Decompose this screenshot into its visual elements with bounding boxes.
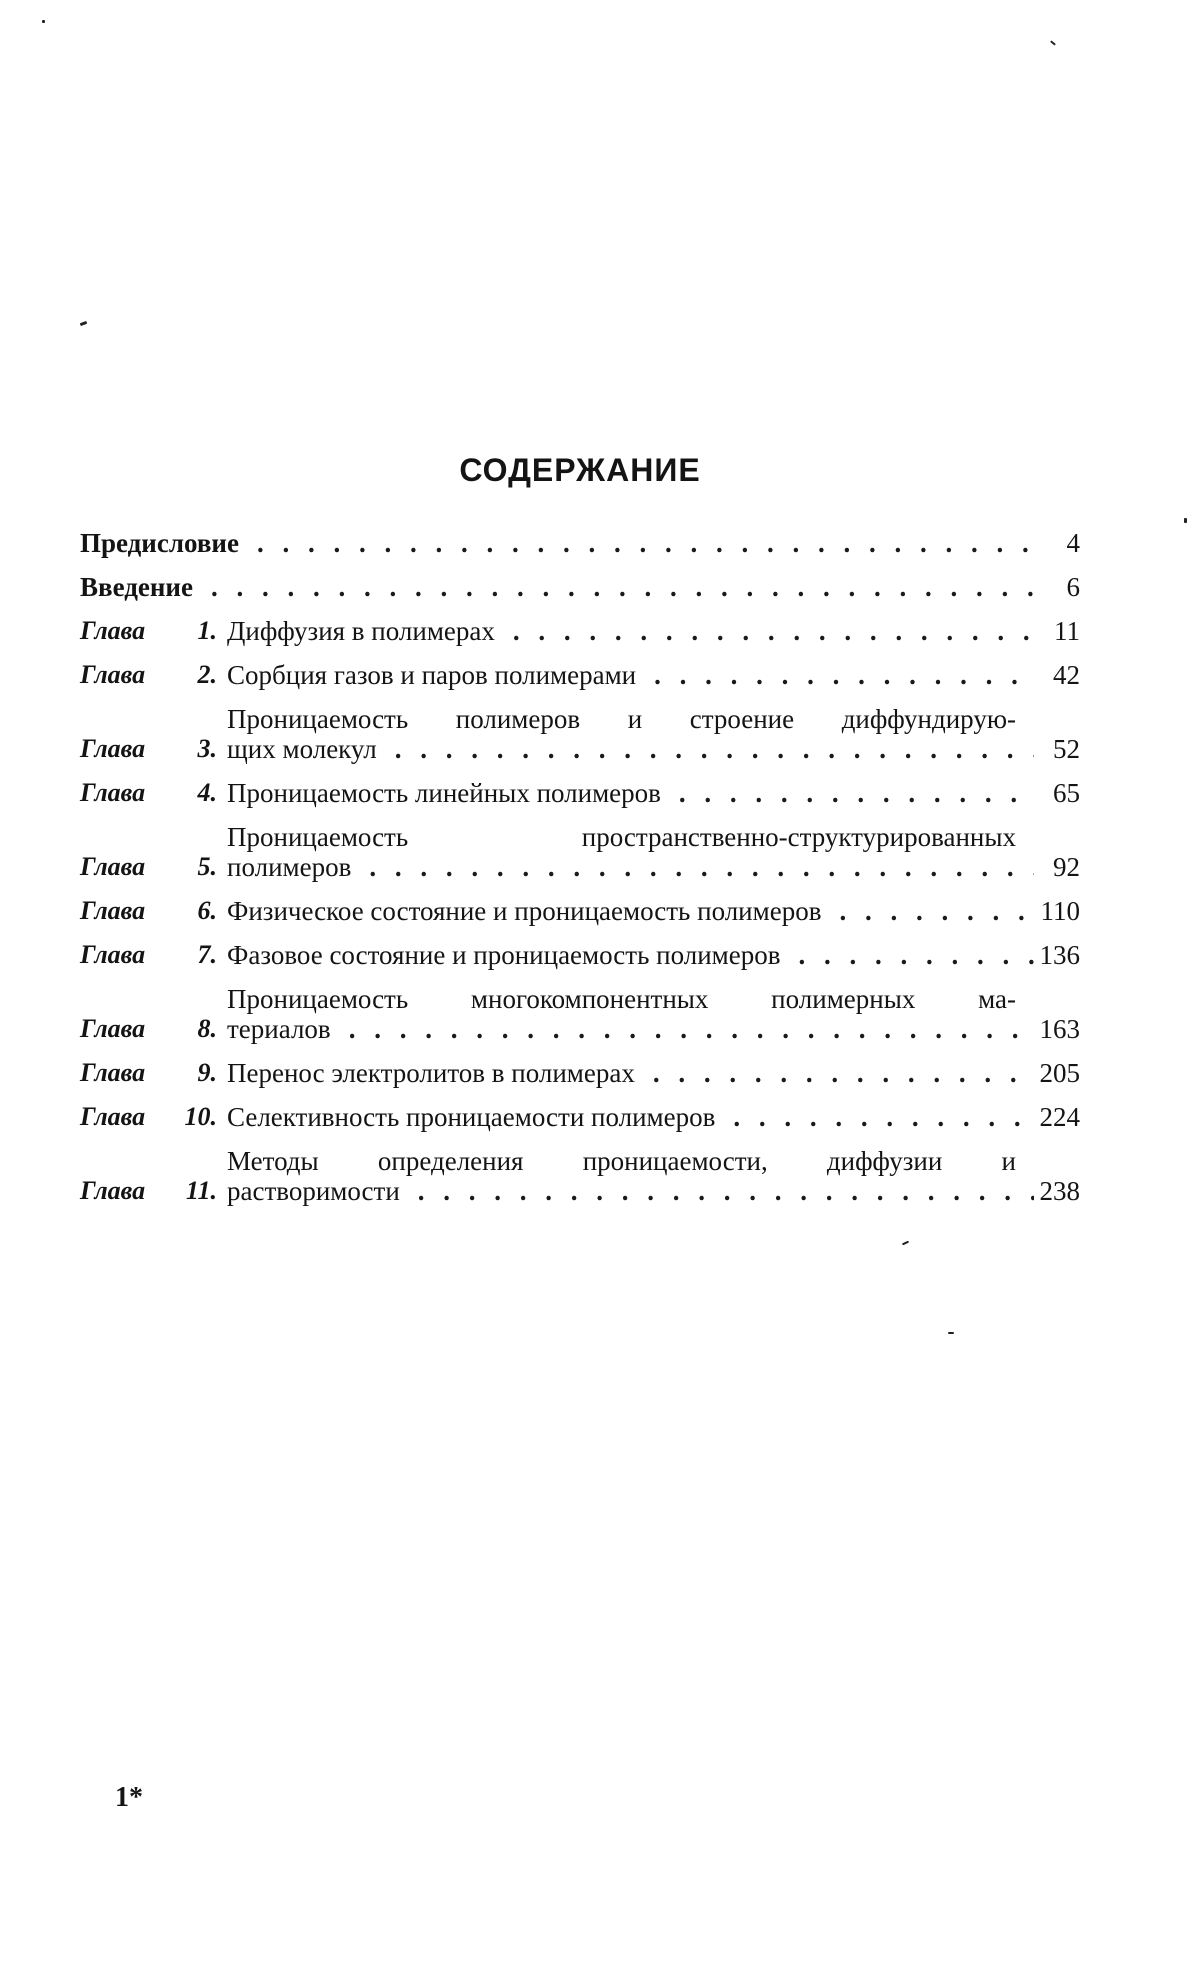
toc-entry (80, 778, 1080, 808)
leader-dots (351, 852, 1034, 882)
toc-entry (80, 940, 1080, 970)
chapter-label: Глава 7. (80, 940, 217, 969)
toc-page-number: 110 (1040, 896, 1080, 926)
leader-dots (636, 660, 1034, 690)
leader-dots (331, 1014, 1034, 1044)
toc-entry-title: Проницаемость линейных полимеров (227, 778, 661, 808)
toc-entry-title: полимеров (227, 852, 352, 882)
leader-dots (821, 896, 1034, 926)
toc-entry-title: Селективность проницаемости полимеров (227, 1102, 716, 1132)
chapter-label: Глава 1. (80, 616, 217, 645)
toc-entry (80, 1146, 1080, 1206)
toc-page-number: 6 (1066, 572, 1080, 602)
toc-entry (80, 660, 1080, 690)
toc-page-number: 65 (1053, 778, 1080, 808)
toc-entry (80, 1058, 1080, 1088)
leader-dots (780, 940, 1033, 970)
toc-entry (80, 1102, 1080, 1132)
toc-page-number: 11 (1054, 616, 1080, 646)
chapter-label: Глава 8. (80, 1014, 217, 1043)
toc-page-number: 136 (1039, 940, 1080, 970)
toc-entry-title: Введение (80, 572, 193, 602)
toc-entry-title-line: Проницаемость многокомпонентных полимерных ма- (227, 984, 1016, 1014)
page-title: СОДЕРЖАНИЕ (459, 452, 701, 488)
toc-entry-title: щих молекул (227, 734, 377, 764)
toc-entry (80, 822, 1080, 882)
leader-dots (715, 1102, 1033, 1132)
leader-dots (239, 528, 1034, 558)
toc-entry (80, 616, 1080, 646)
leader-dots (193, 572, 1034, 602)
scan-speck (948, 1332, 954, 1334)
toc-page-number: 238 (1039, 1176, 1080, 1206)
chapter-label: Глава 2. (80, 660, 217, 689)
page-folio: 1* (115, 1782, 143, 1813)
toc-entry (80, 984, 1080, 1044)
toc-entry-title: Фазовое состояние и проницаемость полимеров (227, 940, 781, 970)
toc-entry-title: Физическое состояние и проницаемость полимеров (227, 896, 822, 926)
leader-dots (400, 1176, 1034, 1206)
chapter-label: Глава 6. (80, 896, 217, 925)
toc-entry (80, 572, 1080, 602)
toc-page-number: 205 (1039, 1058, 1080, 1088)
toc-entry-title: Перенос электролитов в полимерах (227, 1058, 635, 1088)
toc-entry-title-line: Проницаемость полимеров и строение диффундирую- (227, 704, 1016, 734)
toc-page-number: 92 (1053, 852, 1080, 882)
toc-page-number: 4 (1066, 528, 1080, 558)
scan-speck (902, 1241, 909, 1246)
table-of-contents (80, 528, 1080, 1220)
toc-entry-title: Предисловие (80, 528, 239, 558)
toc-entry (80, 896, 1080, 926)
toc-entry-title: Диффузия в полимерах (227, 616, 495, 646)
toc-entry-title: растворимости (227, 1176, 400, 1206)
toc-entry (80, 528, 1080, 558)
leader-dots (377, 734, 1034, 764)
toc-entry-title: Сорбция газов и паров полимерами (227, 660, 637, 690)
chapter-label: Глава 3. (80, 734, 217, 763)
chapter-label: Глава 5. (80, 852, 217, 881)
chapter-label: Глава 4. (80, 778, 217, 807)
leader-dots (495, 616, 1034, 646)
toc-page-number: 224 (1039, 1102, 1080, 1132)
toc-entry-title: териалов (227, 1014, 331, 1044)
toc-page-number: 52 (1053, 734, 1080, 764)
chapter-label: Глава 11. (80, 1176, 217, 1205)
toc-entry-title-line: Проницаемость пространственно-структурированных (227, 822, 1016, 852)
chapter-label: Глава 10. (80, 1102, 217, 1131)
toc-page-number: 42 (1053, 660, 1080, 690)
toc-entry-title-line: Методы определения проницаемости, диффузии и (227, 1146, 1016, 1176)
scan-speck (42, 20, 45, 23)
leader-dots (635, 1058, 1034, 1088)
scan-speck (1050, 40, 1056, 45)
leader-dots (661, 778, 1034, 808)
scan-speck (1184, 518, 1187, 523)
toc-page-number: 163 (1039, 1014, 1080, 1044)
chapter-label: Глава 9. (80, 1058, 217, 1087)
scan-speck (80, 321, 88, 326)
toc-entry (80, 704, 1080, 764)
